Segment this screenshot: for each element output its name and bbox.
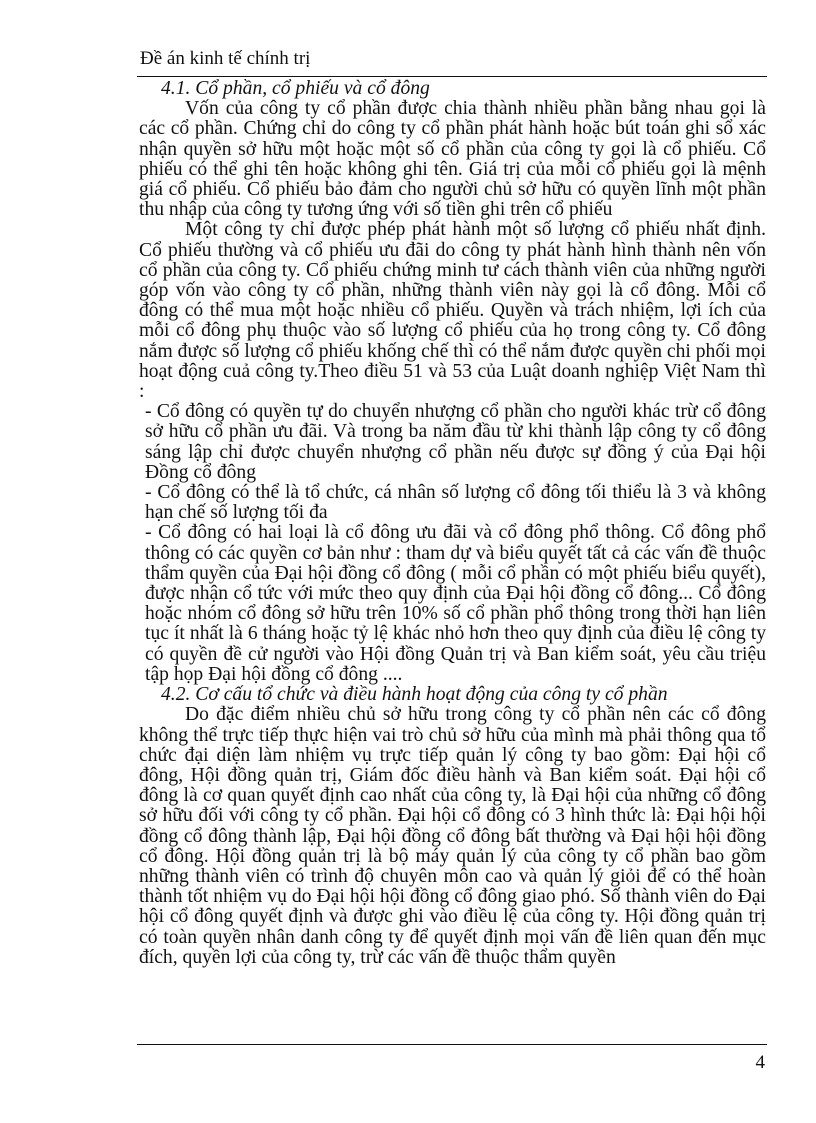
paragraph-share-issuance: Một công ty chỉ được phép phát hành một số lượng cổ phiếu nhất định. Cổ phiếu thường và cổ phiếu ưu đãi do công ty phát hành hình thành nên vốn cổ phần của công ty. Cổ phiếu chứng minh tư cách thành viên của những người góp vốn vào công ty cổ phần, những thành viên này gọi là cổ đông. Mỗi cổ đông có thể mua một hoặc nhiều cổ phiếu. Quyền và trách nhiệm, lợi ích của mỗi cổ đông phụ thuộc vào số lượng cổ phiếu của họ trong công ty. Cổ đông nắm được số lượng cổ phiếu khống chế thì có thể nắm được quyền chi phối mọi hoạt động cuả công ty.Theo điều 51 và 53 của Luật doanh nghiệp Việt Nam thì : — [139, 219, 766, 403]
section-heading-4-2: 4.2. Cơ cấu tổ chức và điều hành hoạt động của công ty cổ phần — [161, 684, 668, 706]
document-body — [139, 79, 766, 968]
bullet-shareholder-count: - Cổ đông có thể là tổ chức, cá nhân số lượng cổ đông tối thiểu là 3 và không hạn chế số lượng tối đa — [145, 482, 766, 524]
paragraph-capital-shares: Vốn của công ty cổ phần được chia thành nhiều phần bằng nhau gọi là các cổ phần. Chứng chỉ do công ty cổ phần phát hành hoặc bút toán ghi sổ xác nhận quyền sở hữu một hoặc một số cổ phần của công ty gọi là cổ phiếu. Cổ phiếu có thể ghi tên hoặc không ghi tên. Giá trị của mỗi cổ phiếu gọi là mệnh giá cổ phiếu. Cổ phiếu bảo đảm cho người chủ sở hữu có quyền lĩnh một phần thu nhập của công ty tương ứng với số tiền ghi trên cổ phiếu — [139, 98, 766, 221]
section-heading-4-1: 4.1. Cổ phần, cổ phiếu và cổ đông — [161, 78, 430, 99]
header-divider — [137, 76, 767, 77]
footer-divider — [137, 1044, 767, 1045]
paragraph-organization-structure: Do đặc điểm nhiều chủ sở hữu trong công ty cổ phần nên các cổ đông không thể trực tiếp thực hiện vai trò chủ sở hữu của mình mà phải thông qua tổ chức đại diện làm nhiệm vụ trực tiếp quản lý công ty bao gồm: Đại hội cổ đông, Hội đồng quản trị, Giám đốc điều hành và Ban kiểm soát. Đại hội cổ đông là cơ quan quyết định cao nhất của công ty, là Đại hội của những cổ đông sở hữu đối với công ty cổ phần. Đại hội cổ đông có 3 hình thức là: Đại hội hội đồng cổ đông thành lập, Đại hội đồng cổ đông bất thường và Đại hội hội đồng cổ đông. Hội đồng quản trị là bộ máy quản lý của công ty cổ phần bao gồm những thành viên có trình độ chuyên môn cao và quản lý giỏi để có thể hoàn thành tốt nhiệm vụ do Đại hội hội đồng cổ đông giao phó. Số thành viên do Đại hội cổ đông quyết định và được ghi vào điều lệ của công ty. Hội đồng quản trị có toàn quyền nhân danh công ty để quyết định mọi vấn đề liên quan đến mục đích, quyền lợi của công ty, trừ các vấn đề thuộc thẩm quyền — [139, 704, 766, 968]
document-header-title: Đề án kinh tế chính trị — [140, 48, 311, 69]
bullet-transfer-rights: - Cổ đông có quyền tự do chuyển nhượng cổ phần cho người khác trừ cổ đông sở hữu cổ phần ưu đãi. Và trong ba năm đầu từ khi thành lập công ty cổ đông sáng lập chỉ được chuyển nhượng cổ phần nếu được sự đồng ý của Đại hội Đồng cổ đông — [145, 401, 766, 483]
page-number: 4 — [755, 1052, 765, 1073]
bullet-shareholder-types: - Cổ đông có hai loại là cổ đông ưu đãi và cổ đông phổ thông. Cổ đông phổ thông có các quyền cơ bản như : tham dự và biểu quyết tất cả các vấn đề thuộc thẩm quyền của Đại hội đồng cổ đông ( mỗi cổ phần có một phiếu biểu quyết), được nhận cổ tức với mức theo quy định của Đại hội đồng cổ đông... Cổ đông hoặc nhóm cổ đông sở hữu trên 10% số cổ phần phổ thông trong thời hạn liên tục ít nhất là 6 tháng hoặc tỷ lệ khác nhỏ hơn theo quy định của điều lệ công ty có quyền đề cử người vào Hội đồng Quản trị và Ban kiểm soát, yêu cầu triệu tập họp Đại hội đồng cổ đông .... — [145, 522, 766, 685]
